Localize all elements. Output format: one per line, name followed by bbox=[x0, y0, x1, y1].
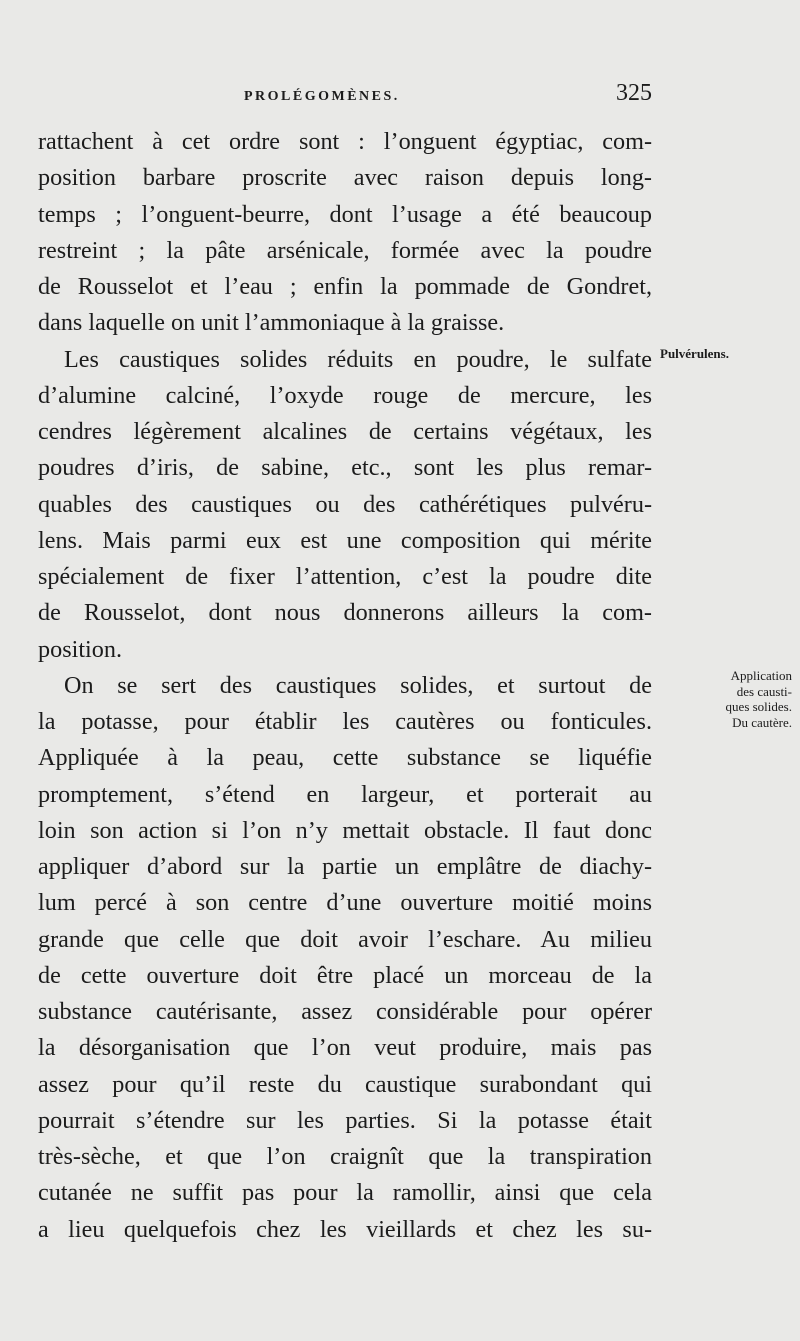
text-line: a lieu quelquefois chez les vieillards et chez les su- bbox=[38, 1215, 652, 1243]
text-line: position. bbox=[38, 635, 122, 663]
text-line: de Rousselot et l’eau ; enfin la pommade de Gondret, bbox=[38, 273, 652, 300]
page-header bbox=[38, 80, 656, 114]
text-line: lum percé à son centre d’une ouverture moitié moins bbox=[38, 889, 652, 917]
margin-note-line: ques solides. bbox=[725, 699, 792, 714]
text-line: spécialement de fixer l’attention, c’est la poudre dite bbox=[38, 563, 652, 590]
text-line: Appliquée à la peau, cette substance se liquéfie bbox=[38, 744, 652, 772]
text-line: la potasse, pour établir les cautères ou fonticules. bbox=[38, 708, 652, 735]
margin-note-line: Du cautère. bbox=[732, 714, 792, 730]
margin-note-line: des causti- bbox=[736, 683, 792, 699]
text-line: On se sert des caustiques solides, et surtout de bbox=[64, 671, 652, 699]
text-line: la désorganisation que l’on veut produire, mais pas bbox=[38, 1034, 652, 1062]
text-line: poudres d’iris, de sabine, etc., sont les plus remar- bbox=[38, 454, 652, 482]
text-line: Les caustiques solides réduits en poudre, le sulfate bbox=[64, 345, 652, 373]
text-line: restreint ; la pâte arsénicale, formée avec la poudre bbox=[38, 236, 652, 264]
body-text bbox=[38, 124, 652, 1248]
text-line: loin son action si l’on n’y mettait obstacle. Il faut donc bbox=[38, 816, 652, 844]
text-line: très-sèche, et que l’on craignît que la transpiration bbox=[38, 1143, 652, 1170]
text-line: lens. Mais parmi eux est une composition qui mérite bbox=[38, 526, 652, 554]
text-line: temps ; l’onguent-beurre, dont l’usage a été beaucoup bbox=[38, 200, 652, 228]
text-line: substance cautérisante, assez considérable pour opérer bbox=[38, 998, 652, 1025]
text-line: cendres légèrement alcalines de certains végétaux, les bbox=[38, 418, 652, 445]
text-line: assez pour qu’il reste du caustique surabondant qui bbox=[38, 1070, 652, 1098]
text-line: grande que celle que doit avoir l’eschare. Au milieu bbox=[38, 925, 652, 953]
text-line: cutanée ne suffit pas pour la ramollir, ainsi que cela bbox=[38, 1179, 652, 1207]
text-line: rattachent à cet ordre sont : l’onguent égyptiac, com- bbox=[38, 128, 652, 155]
text-line: dans laquelle on unit l’ammoniaque à la graisse. bbox=[38, 309, 505, 337]
margin-note-pulverulens: Pulvérulens. bbox=[660, 346, 729, 361]
text-line: pourrait s’étendre sur les parties. Si la potasse était bbox=[38, 1106, 652, 1134]
page-number: 325 bbox=[616, 80, 652, 106]
running-head: PROLÉGOMÈNES. bbox=[244, 89, 400, 104]
text-line: appliquer d’abord sur la partie un emplâtre de diachy- bbox=[38, 853, 652, 880]
text-line: de Rousselot, dont nous donnerons ailleurs la com- bbox=[38, 599, 652, 627]
margin-note-line: Application bbox=[730, 668, 792, 683]
text-line: promptement, s’étend en largeur, et porterait au bbox=[38, 780, 652, 808]
margin-note-application bbox=[660, 668, 792, 730]
text-line: d’alumine calciné, l’oxyde rouge de mercure, les bbox=[38, 381, 652, 409]
text-line: de cette ouverture doit être placé un morceau de la bbox=[38, 961, 652, 989]
text-line: quables des caustiques ou des cathérétiques pulvéru- bbox=[38, 490, 652, 518]
text-line: position barbare proscrite avec raison depuis long- bbox=[38, 164, 652, 192]
